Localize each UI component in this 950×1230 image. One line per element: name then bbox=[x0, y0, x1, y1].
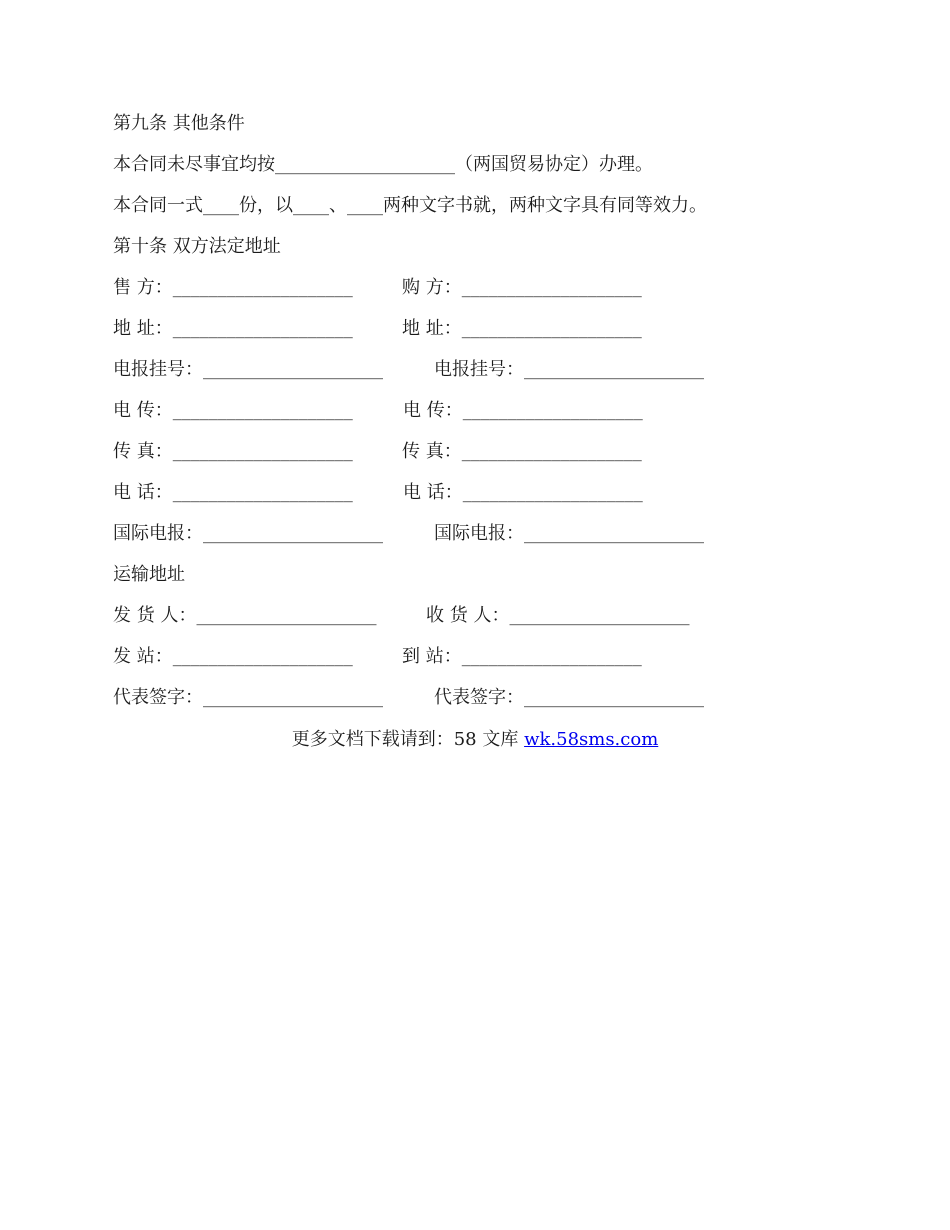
seller-cable-address-field: 电报挂号：____________________ bbox=[113, 359, 383, 380]
footer bbox=[0, 728, 950, 752]
article-9-paragraph-1: 本合同未尽事宜均按____________________（两国贸易协定）办理。 bbox=[113, 154, 653, 175]
article-10-heading: 第十条 双方法定地址 bbox=[113, 236, 281, 257]
consignor-field: 发 货 人：____________________ bbox=[113, 605, 377, 626]
seller-phone-field: 电 话：____________________ bbox=[113, 482, 353, 503]
seller-representative-signature-field: 代表签字：____________________ bbox=[113, 687, 383, 708]
seller-intl-telegram-field: 国际电报：____________________ bbox=[113, 523, 383, 544]
buyer-cable-address-field: 电报挂号：____________________ bbox=[434, 359, 704, 380]
departure-station-field: 发 站：____________________ bbox=[113, 646, 353, 667]
buyer-fax-field: 传 真：____________________ bbox=[402, 441, 642, 462]
buyer-telex-field: 电 传：____________________ bbox=[403, 400, 643, 421]
arrival-station-field: 到 站：____________________ bbox=[402, 646, 642, 667]
buyer-address-field: 地 址：____________________ bbox=[402, 318, 642, 339]
article-9-heading: 第九条 其他条件 bbox=[113, 113, 245, 134]
footer-link[interactable]: wk.58sms.com bbox=[524, 729, 659, 750]
buyer-intl-telegram-field: 国际电报：____________________ bbox=[434, 523, 704, 544]
shipping-heading: 运输地址 bbox=[113, 564, 185, 585]
seller-fax-field: 传 真：____________________ bbox=[113, 441, 353, 462]
footer-text: 更多文档下载请到：58 文库 bbox=[291, 729, 525, 750]
article-9-paragraph-2: 本合同一式____份，以____、____两种文字书就，两种文字具有同等效力。 bbox=[113, 195, 707, 216]
consignee-field: 收 货 人：____________________ bbox=[426, 605, 690, 626]
seller-field: 售 方：____________________ bbox=[113, 277, 353, 298]
buyer-phone-field: 电 话：____________________ bbox=[403, 482, 643, 503]
seller-address-field: 地 址：____________________ bbox=[113, 318, 353, 339]
buyer-field: 购 方：____________________ bbox=[402, 277, 642, 298]
buyer-representative-signature-field: 代表签字：____________________ bbox=[434, 687, 704, 708]
seller-telex-field: 电 传：____________________ bbox=[113, 400, 353, 421]
